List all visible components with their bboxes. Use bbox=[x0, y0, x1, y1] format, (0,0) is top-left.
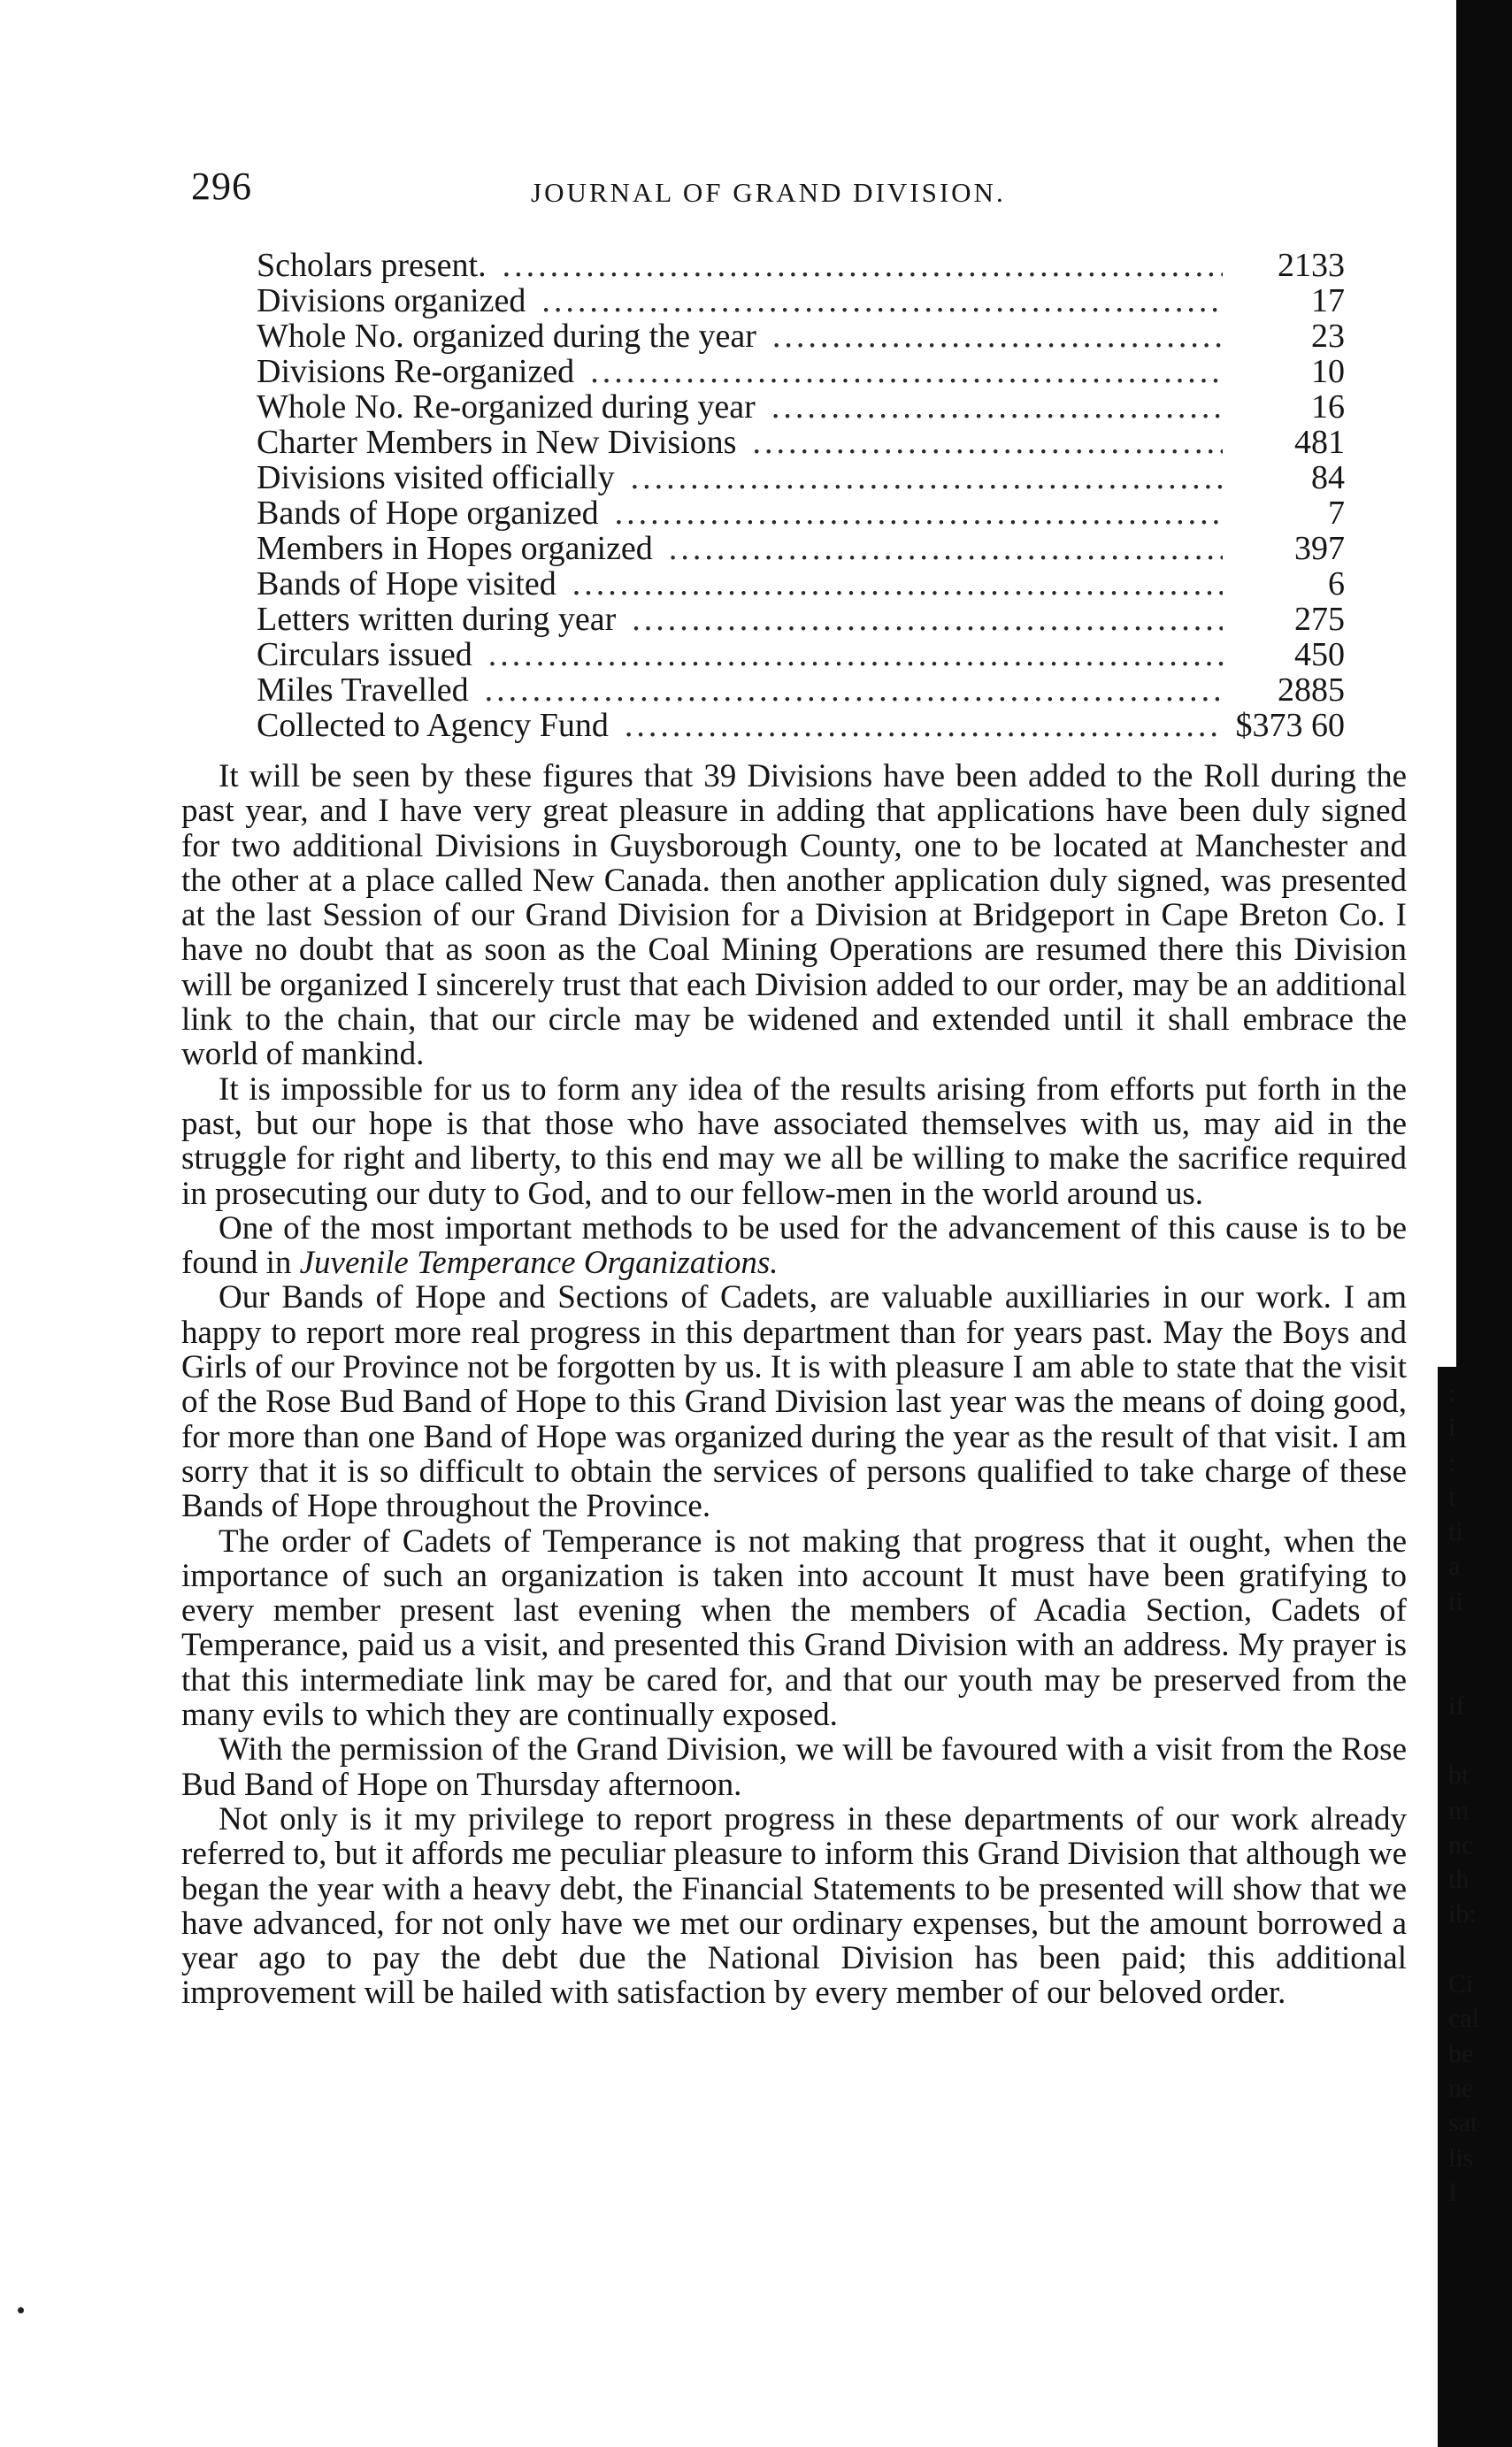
paragraph: With the permission of the Grand Division, we will be favoured with a visit from the Rose Bud Band of Hope on Thursday afternoon. bbox=[181, 1731, 1407, 1803]
stat-value: 2133 bbox=[1278, 247, 1345, 284]
stat-row bbox=[257, 637, 1345, 672]
stat-label: Whole No. Re-organized during year bbox=[257, 388, 756, 426]
edge-fragment: be bbox=[1448, 2038, 1474, 2068]
stat-label: Letters written during year bbox=[257, 601, 617, 638]
stat-label: Circulars issued bbox=[257, 636, 472, 673]
italic-phrase: Juvenile Temperance Organizations. bbox=[299, 1245, 779, 1282]
stat-row bbox=[257, 283, 1345, 318]
stat-row bbox=[257, 672, 1345, 708]
stat-value: 397 bbox=[1294, 530, 1345, 567]
stat-value: 2885 bbox=[1278, 671, 1345, 709]
edge-fragment: Ci bbox=[1448, 1969, 1474, 1999]
stat-value: 10 bbox=[1311, 353, 1345, 390]
stat-row bbox=[257, 318, 1345, 354]
edge-fragment: cal bbox=[1448, 2004, 1479, 2034]
edge-fragment: lis bbox=[1448, 2143, 1474, 2173]
facing-page-fragments bbox=[1448, 1376, 1493, 2210]
dot-leader bbox=[625, 708, 1220, 743]
dot-leader bbox=[631, 460, 1223, 495]
edge-fragment: : bbox=[1448, 1378, 1456, 1408]
running-head: JOURNAL OF GRAND DIVISION. bbox=[531, 177, 1006, 208]
stat-row bbox=[257, 531, 1345, 566]
dot-leader bbox=[503, 248, 1223, 283]
stat-value: 481 bbox=[1294, 424, 1345, 461]
edge-fragment: sat bbox=[1448, 2108, 1478, 2138]
stat-value: 84 bbox=[1311, 459, 1345, 496]
report-body bbox=[181, 759, 1407, 2011]
edge-fragment: ti bbox=[1448, 1517, 1463, 1547]
edge-fragment: ib: bbox=[1448, 1899, 1477, 1929]
stat-row bbox=[257, 389, 1345, 425]
stat-label: Divisions organized bbox=[257, 282, 526, 319]
dot-leader bbox=[669, 531, 1223, 566]
paragraph-text: One of the most important methods to be used for the advancement of this cause is to be found in bbox=[181, 1209, 1407, 1282]
stat-value: 17 bbox=[1311, 282, 1345, 319]
dot-leader bbox=[772, 318, 1223, 354]
edge-fragment: : bbox=[1448, 1447, 1456, 1477]
dot-leader bbox=[485, 672, 1223, 708]
stat-value: 23 bbox=[1311, 318, 1345, 355]
stat-label: Collected to Agency Fund bbox=[257, 707, 609, 744]
stat-row bbox=[257, 354, 1345, 389]
dot-leader bbox=[590, 354, 1223, 389]
stat-value: 16 bbox=[1311, 388, 1345, 426]
stat-value: $373 60 bbox=[1235, 707, 1345, 744]
paragraph: It will be seen by these figures that 39 Divisions have been added to the Roll during the past year, and I have very great pleasure in adding that applications have been duly signed for two additional Divisions in Guysborough County, one to be located at Manchester and the other at a place called New Canada. then another application duly signed, was presented at the last Session of our Grand Division for a Division at Bridgeport in Cape Breton Co. I have no doubt that as soon as the Coal Mining Operations are resumed there this Division will be organized I sincerely trust that each Division added to our order, may be an additional link to the chain, that our circle may be widened and extended until it shall embrace the world of mankind. bbox=[181, 758, 1407, 1073]
edge-fragment: i bbox=[1448, 1413, 1456, 1443]
stat-value: 7 bbox=[1328, 495, 1345, 532]
paragraph: Not only is it my privilege to report progress in these departments of our work already referred to, but it affords me peculiar pleasure to inform this Grand Division that although we began the year with a heavy debt, the Financial Statements to be presented will show that we have advanced, for not only have we met our ordinary expenses, but the amount borrowed a year ago to pay the debt due the National Division has been paid; this additional improvement will be hailed with satisfaction by every member of our beloved order. bbox=[181, 1800, 1407, 2012]
stat-row bbox=[257, 425, 1345, 460]
stat-label: Whole No. organized during the year bbox=[257, 318, 756, 355]
stat-label: Bands of Hope organized bbox=[257, 495, 599, 532]
edge-fragment: th bbox=[1448, 1865, 1470, 1895]
paragraph: Our Bands of Hope and Sections of Cadets, are valuable auxilliaries in our work. I am happy to report more real progress in this department than for years past. May the Boys and Girls of our Province not be forgotten by us. It is with pleasure I am able to state that the visit of the Rose Bud Band of Hope to this Grand Division last year was the means of doing good, for more than one Band of Hope was organized during the year as the result of that visit. I am sorry that it is so difficult to obtain the services of persons qualified to take charge of these Bands of Hope throughout the Province. bbox=[181, 1279, 1407, 1525]
dot-leader bbox=[632, 602, 1223, 637]
stat-label: Divisions visited officially bbox=[257, 459, 615, 496]
stat-label: Members in Hopes organized bbox=[257, 530, 653, 567]
edge-fragment: a bbox=[1448, 1552, 1461, 1582]
edge-fragment: nc bbox=[1448, 1829, 1474, 1860]
edge-fragment: bt bbox=[1448, 1760, 1470, 1791]
edge-fragment: m bbox=[1448, 1795, 1470, 1825]
edge-fragment bbox=[1448, 1619, 1493, 1653]
page-number: 296 bbox=[191, 165, 252, 208]
edge-fragment bbox=[1448, 1932, 1493, 1967]
stat-label: Divisions Re-organized bbox=[257, 353, 575, 390]
dot-leader bbox=[771, 389, 1223, 425]
edge-fragment: I bbox=[1448, 2177, 1457, 2207]
stat-row bbox=[257, 602, 1345, 637]
stat-row bbox=[257, 248, 1345, 283]
stat-value: 275 bbox=[1294, 601, 1345, 638]
stat-value: 6 bbox=[1328, 565, 1345, 602]
paragraph: The order of Cadets of Temperance is not making that progress that it ought, when the importance of such an organization is taken into account It must have been gratifying to every member present last evening when the members of Acadia Section, Cadets of Temperance, paid us a visit, and presented this Grand Division with an address. My prayer is that this intermediate link may be cared for, and that our youth may be preserved from the many evils to which they are continually exposed. bbox=[181, 1523, 1407, 1734]
stat-label: Miles Travelled bbox=[257, 671, 469, 709]
edge-fragment: if bbox=[1448, 1691, 1465, 1721]
statistics-list bbox=[257, 248, 1345, 743]
stat-value: 450 bbox=[1294, 636, 1345, 673]
dot-leader bbox=[488, 637, 1223, 672]
edge-fragment: ti bbox=[1448, 1586, 1463, 1616]
stat-row bbox=[257, 460, 1345, 495]
stat-row bbox=[257, 566, 1345, 602]
edge-fragment: t bbox=[1448, 1482, 1456, 1512]
edge-fragment bbox=[1448, 1653, 1493, 1688]
stat-label: Scholars present. bbox=[257, 247, 487, 284]
stat-row bbox=[257, 495, 1345, 531]
dot-leader bbox=[615, 495, 1223, 531]
dot-leader bbox=[572, 566, 1223, 602]
edge-fragment: ne bbox=[1448, 2073, 1474, 2103]
edge-fragment bbox=[1448, 1723, 1493, 1758]
paragraph: It is impossible for us to form any idea of the results arising from efforts put forth in the past, but our hope is that those who have associated themselves with us, may aid in the struggle for right and liberty, to this end may we all be willing to make the sacrifice required in prosecuting our duty to God, and to our fellow-men in the world around us. bbox=[181, 1070, 1407, 1212]
stray-ink-dot bbox=[18, 2307, 24, 2313]
stat-label: Charter Members in New Divisions bbox=[257, 424, 737, 461]
stat-row bbox=[257, 708, 1345, 743]
dot-leader bbox=[752, 425, 1223, 460]
dot-leader bbox=[541, 283, 1223, 318]
stat-label: Bands of Hope visited bbox=[257, 565, 556, 602]
paragraph bbox=[181, 1211, 1407, 1281]
